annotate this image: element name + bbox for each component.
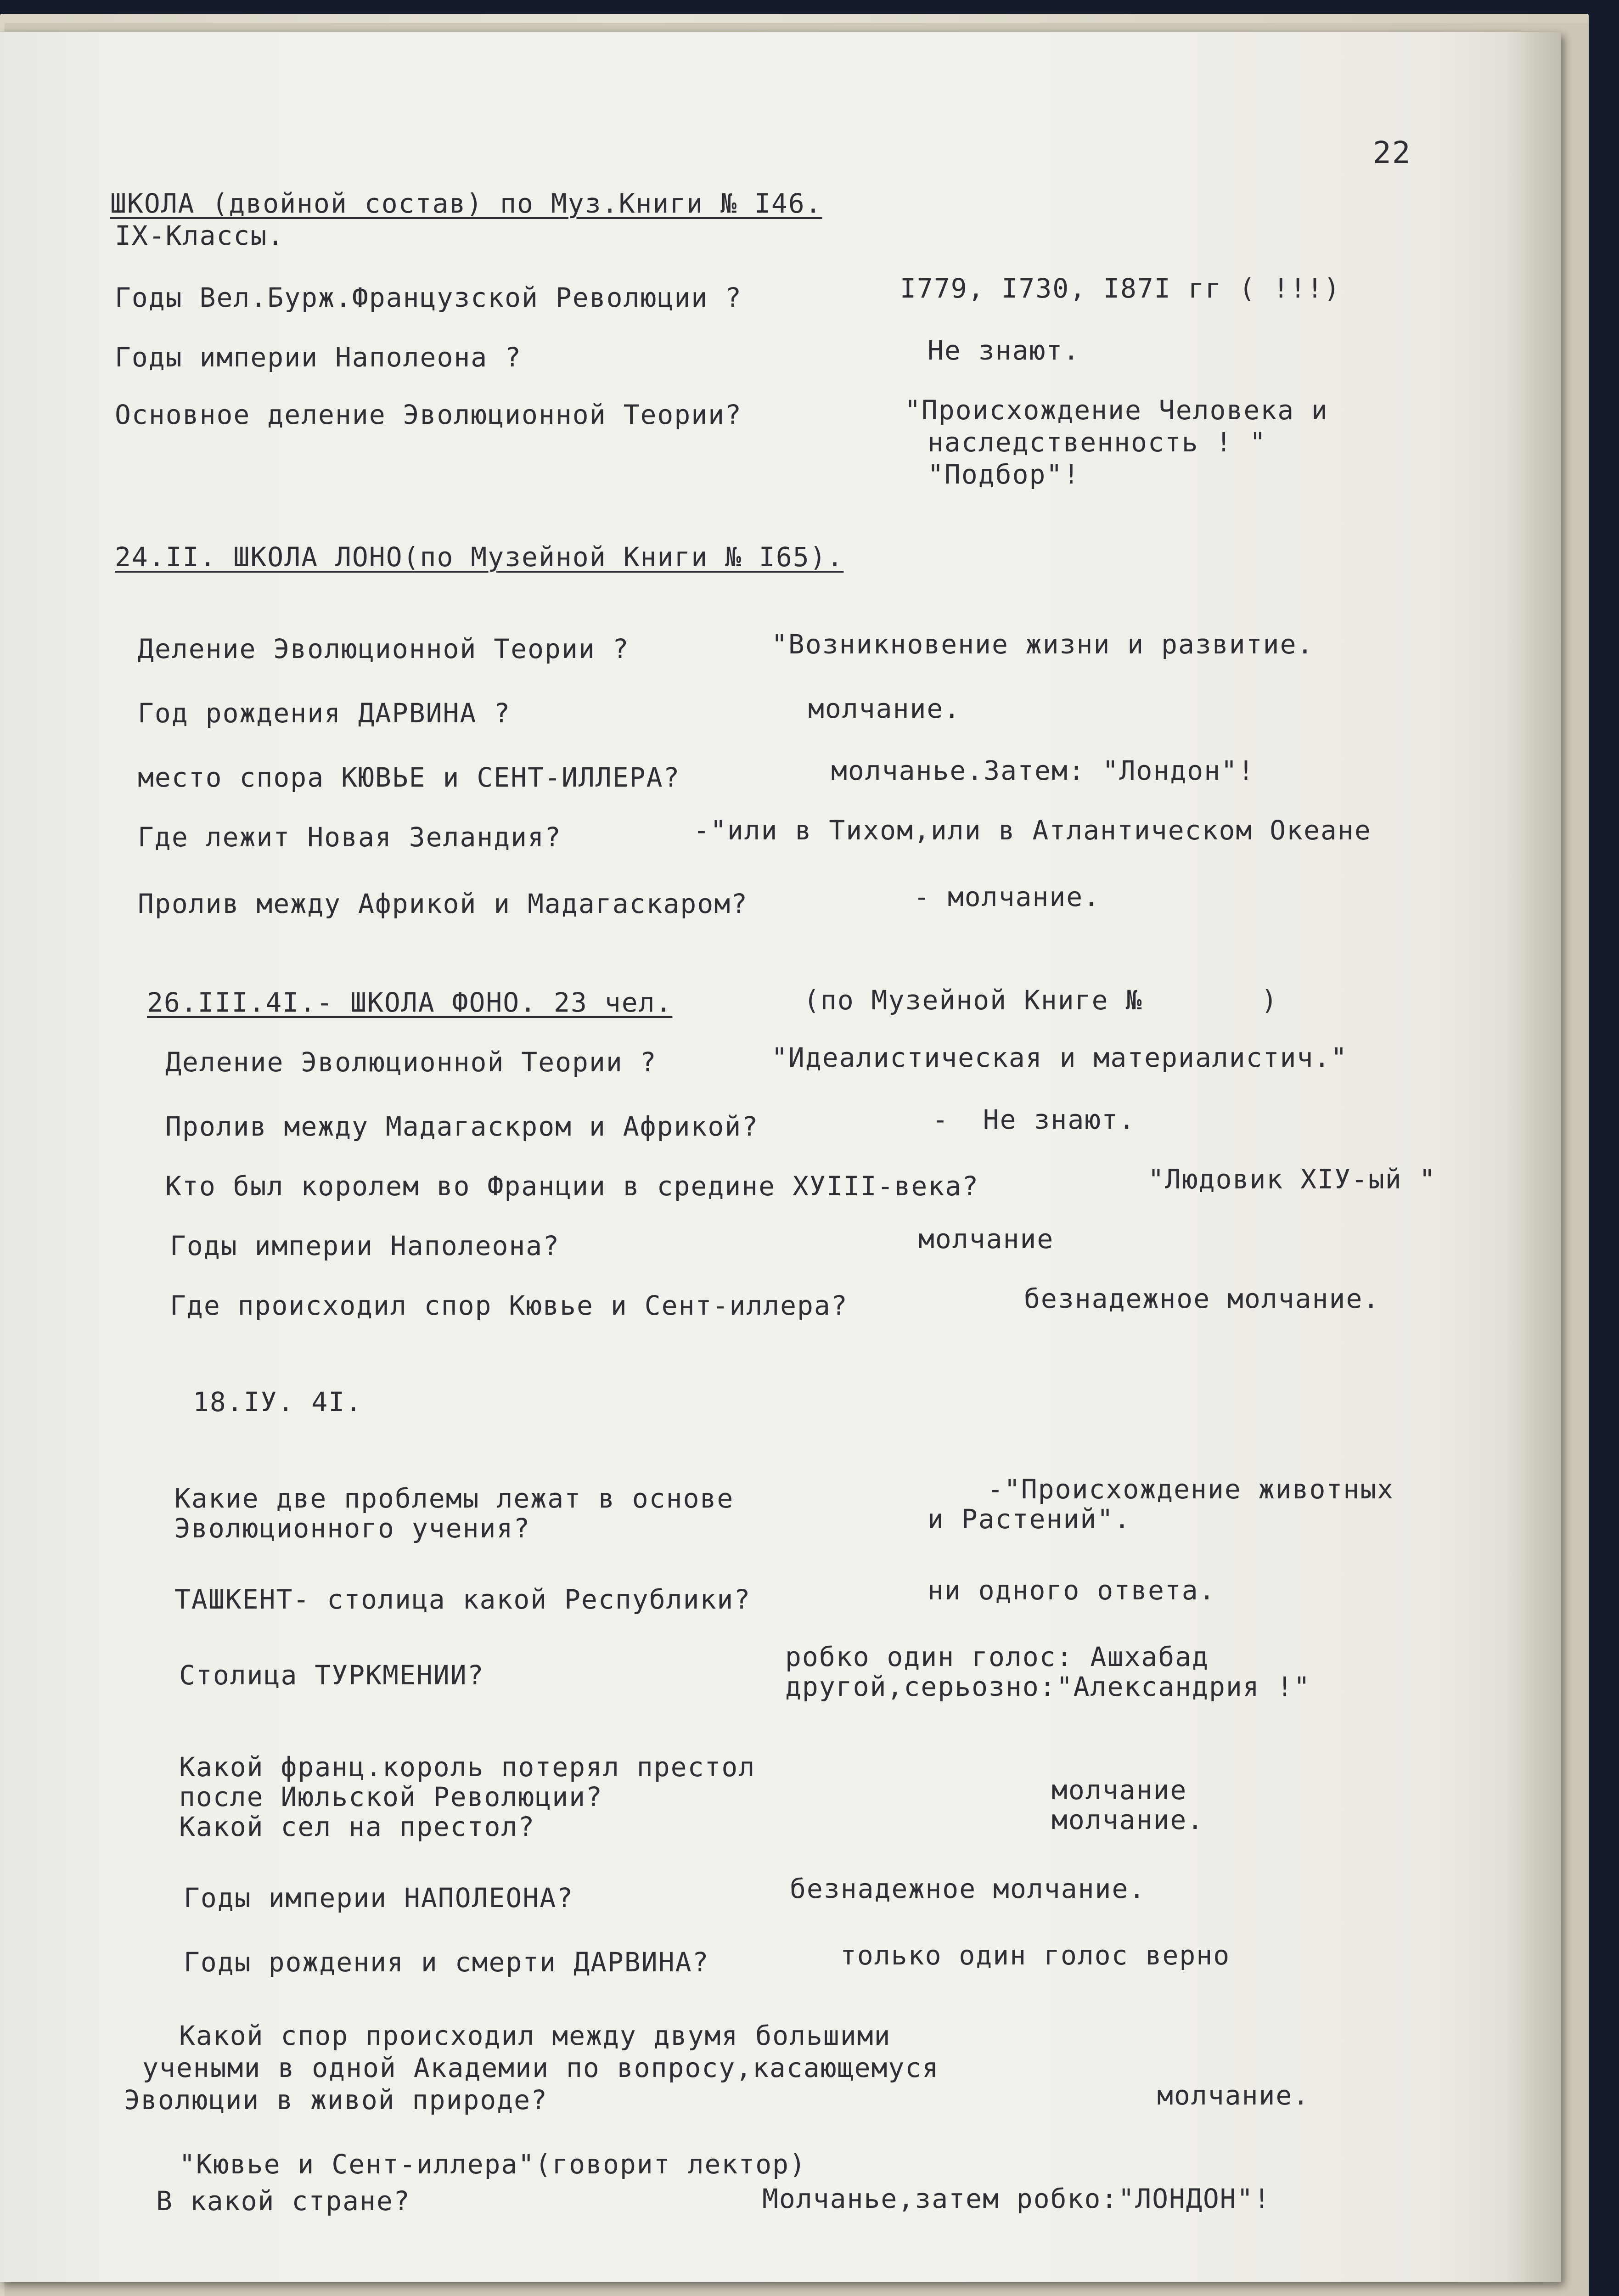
answer: безнадежное молчание. [1024, 1283, 1380, 1314]
answer: только один голос верно [840, 1940, 1231, 1971]
answer: безнадежное молчание. [790, 1873, 1146, 1904]
question-line-1: Какие две проблемы лежат в основе [174, 1483, 734, 1514]
question-line-2: после Июльской Революции? [179, 1781, 603, 1812]
question: Деление Эволюционной Теории ? [138, 633, 630, 664]
answer-line-2: и Растений". [928, 1503, 1131, 1535]
question: место спора КЮВЬЕ и СЕНТ-ИЛЛЕРА? [138, 762, 680, 793]
page-number: 22 [1373, 135, 1411, 170]
section-3-header-tail: (по Музейной Книге № ) [804, 985, 1278, 1016]
page-gutter-shadow [1506, 32, 1561, 2282]
answer: молчание. [1157, 2080, 1310, 2111]
answer-line-2: другой,серьозно:"Александрия !" [785, 1671, 1311, 1702]
question: Где происходил спор Кювье и Сент-иллера? [170, 1290, 848, 1321]
question: "Кювье и Сент-иллера"(говорит лектор) [179, 2149, 807, 2180]
answer: "Идеалистическая и материалистич." [771, 1042, 1348, 1073]
answer: "Возникновение жизни и развитие. [771, 629, 1314, 660]
question: В какой стране? [156, 2185, 410, 2217]
question: Деление Эволюционной Теории ? [165, 1047, 657, 1078]
answer: ни одного ответа. [928, 1575, 1216, 1606]
section-1-header: ШКОЛА (двойной состав) по Муз.Книги № I46. [110, 188, 822, 219]
answer: I779, I730, I87I гг ( !!!) [900, 273, 1341, 304]
answer-line-1: робко один голос: Ашхабад [785, 1641, 1209, 1672]
answer: Молчанье,затем робко:"ЛОНДОН"! [762, 2183, 1271, 2214]
section-2-header: 24.II. ШКОЛА ЛОНО(по Музейной Книги № I65). [115, 541, 844, 573]
question: Годы рождения и смерти ДАРВИНА? [184, 1947, 709, 1978]
question-line-1: Какой франц.король потерял престол [179, 1751, 756, 1783]
answer: - молчание. [914, 881, 1101, 912]
answer-line-2: молчание. [1051, 1804, 1204, 1835]
question: Годы империи НАПОЛЕОНА? [184, 1882, 574, 1913]
answer-line-1: -"Происхождение животных [987, 1474, 1394, 1505]
answer: молчанье.Затем: "Лондон"! [831, 755, 1255, 786]
question: Годы Вел.Бурж.Французской Революции ? [115, 282, 742, 313]
answer-line-3: "Подбор"! [928, 459, 1080, 490]
answer: молчание [918, 1223, 1054, 1255]
answer: Не знают. [928, 335, 1080, 366]
question: Где лежит Новая Зеландия? [138, 822, 562, 853]
answer: - Не знают. [932, 1104, 1136, 1135]
answer-line-1: молчание [1051, 1774, 1187, 1806]
section-3-header: 26.III.4I.- ШКОЛА ФОНО. 23 чел. [147, 987, 673, 1018]
section-1-subheader: IX-Классы. [115, 220, 285, 251]
typewritten-page [0, 32, 1561, 2282]
question: Годы империи Наполеона? [170, 1230, 560, 1261]
question: Пролив между Африкой и Мадагаскаром? [138, 888, 748, 919]
question: Основное деление Эволюционной Теории? [115, 399, 742, 430]
question-line-2: Эволюционного учения? [174, 1513, 531, 1544]
answer-line-2: наследственность ! " [928, 427, 1267, 458]
question: Столица ТУРКМЕНИИ? [179, 1660, 484, 1691]
question-line-3: Какой сел на престол? [179, 1811, 535, 1842]
question: ТАШКЕНТ- столица какой Республики? [174, 1584, 751, 1615]
question: Пролив между Мадагаскром и Африкой? [165, 1111, 759, 1142]
question-line-2: учеными в одной Академии по вопросу,касающемуся [142, 2052, 939, 2083]
answer: молчание. [808, 693, 961, 724]
answer-line-1: "Происхождение Человека и [905, 394, 1328, 426]
question: Год рождения ДАРВИНА ? [138, 698, 511, 729]
question-line-1: Какой спор происходил между двумя большими [179, 2020, 891, 2051]
answer: "Людовик ХIУ-ый " [1148, 1164, 1436, 1195]
section-4-header: 18.IУ. 4I. [193, 1386, 363, 1418]
question: Кто был королем во Франции в средине ХУIII-века? [165, 1171, 979, 1202]
question: Годы империи Наполеона ? [115, 342, 522, 373]
answer: -"или в Тихом,или в Атлантическом Океане [693, 815, 1372, 846]
question-line-3: Эволюции в живой природе? [124, 2084, 548, 2116]
